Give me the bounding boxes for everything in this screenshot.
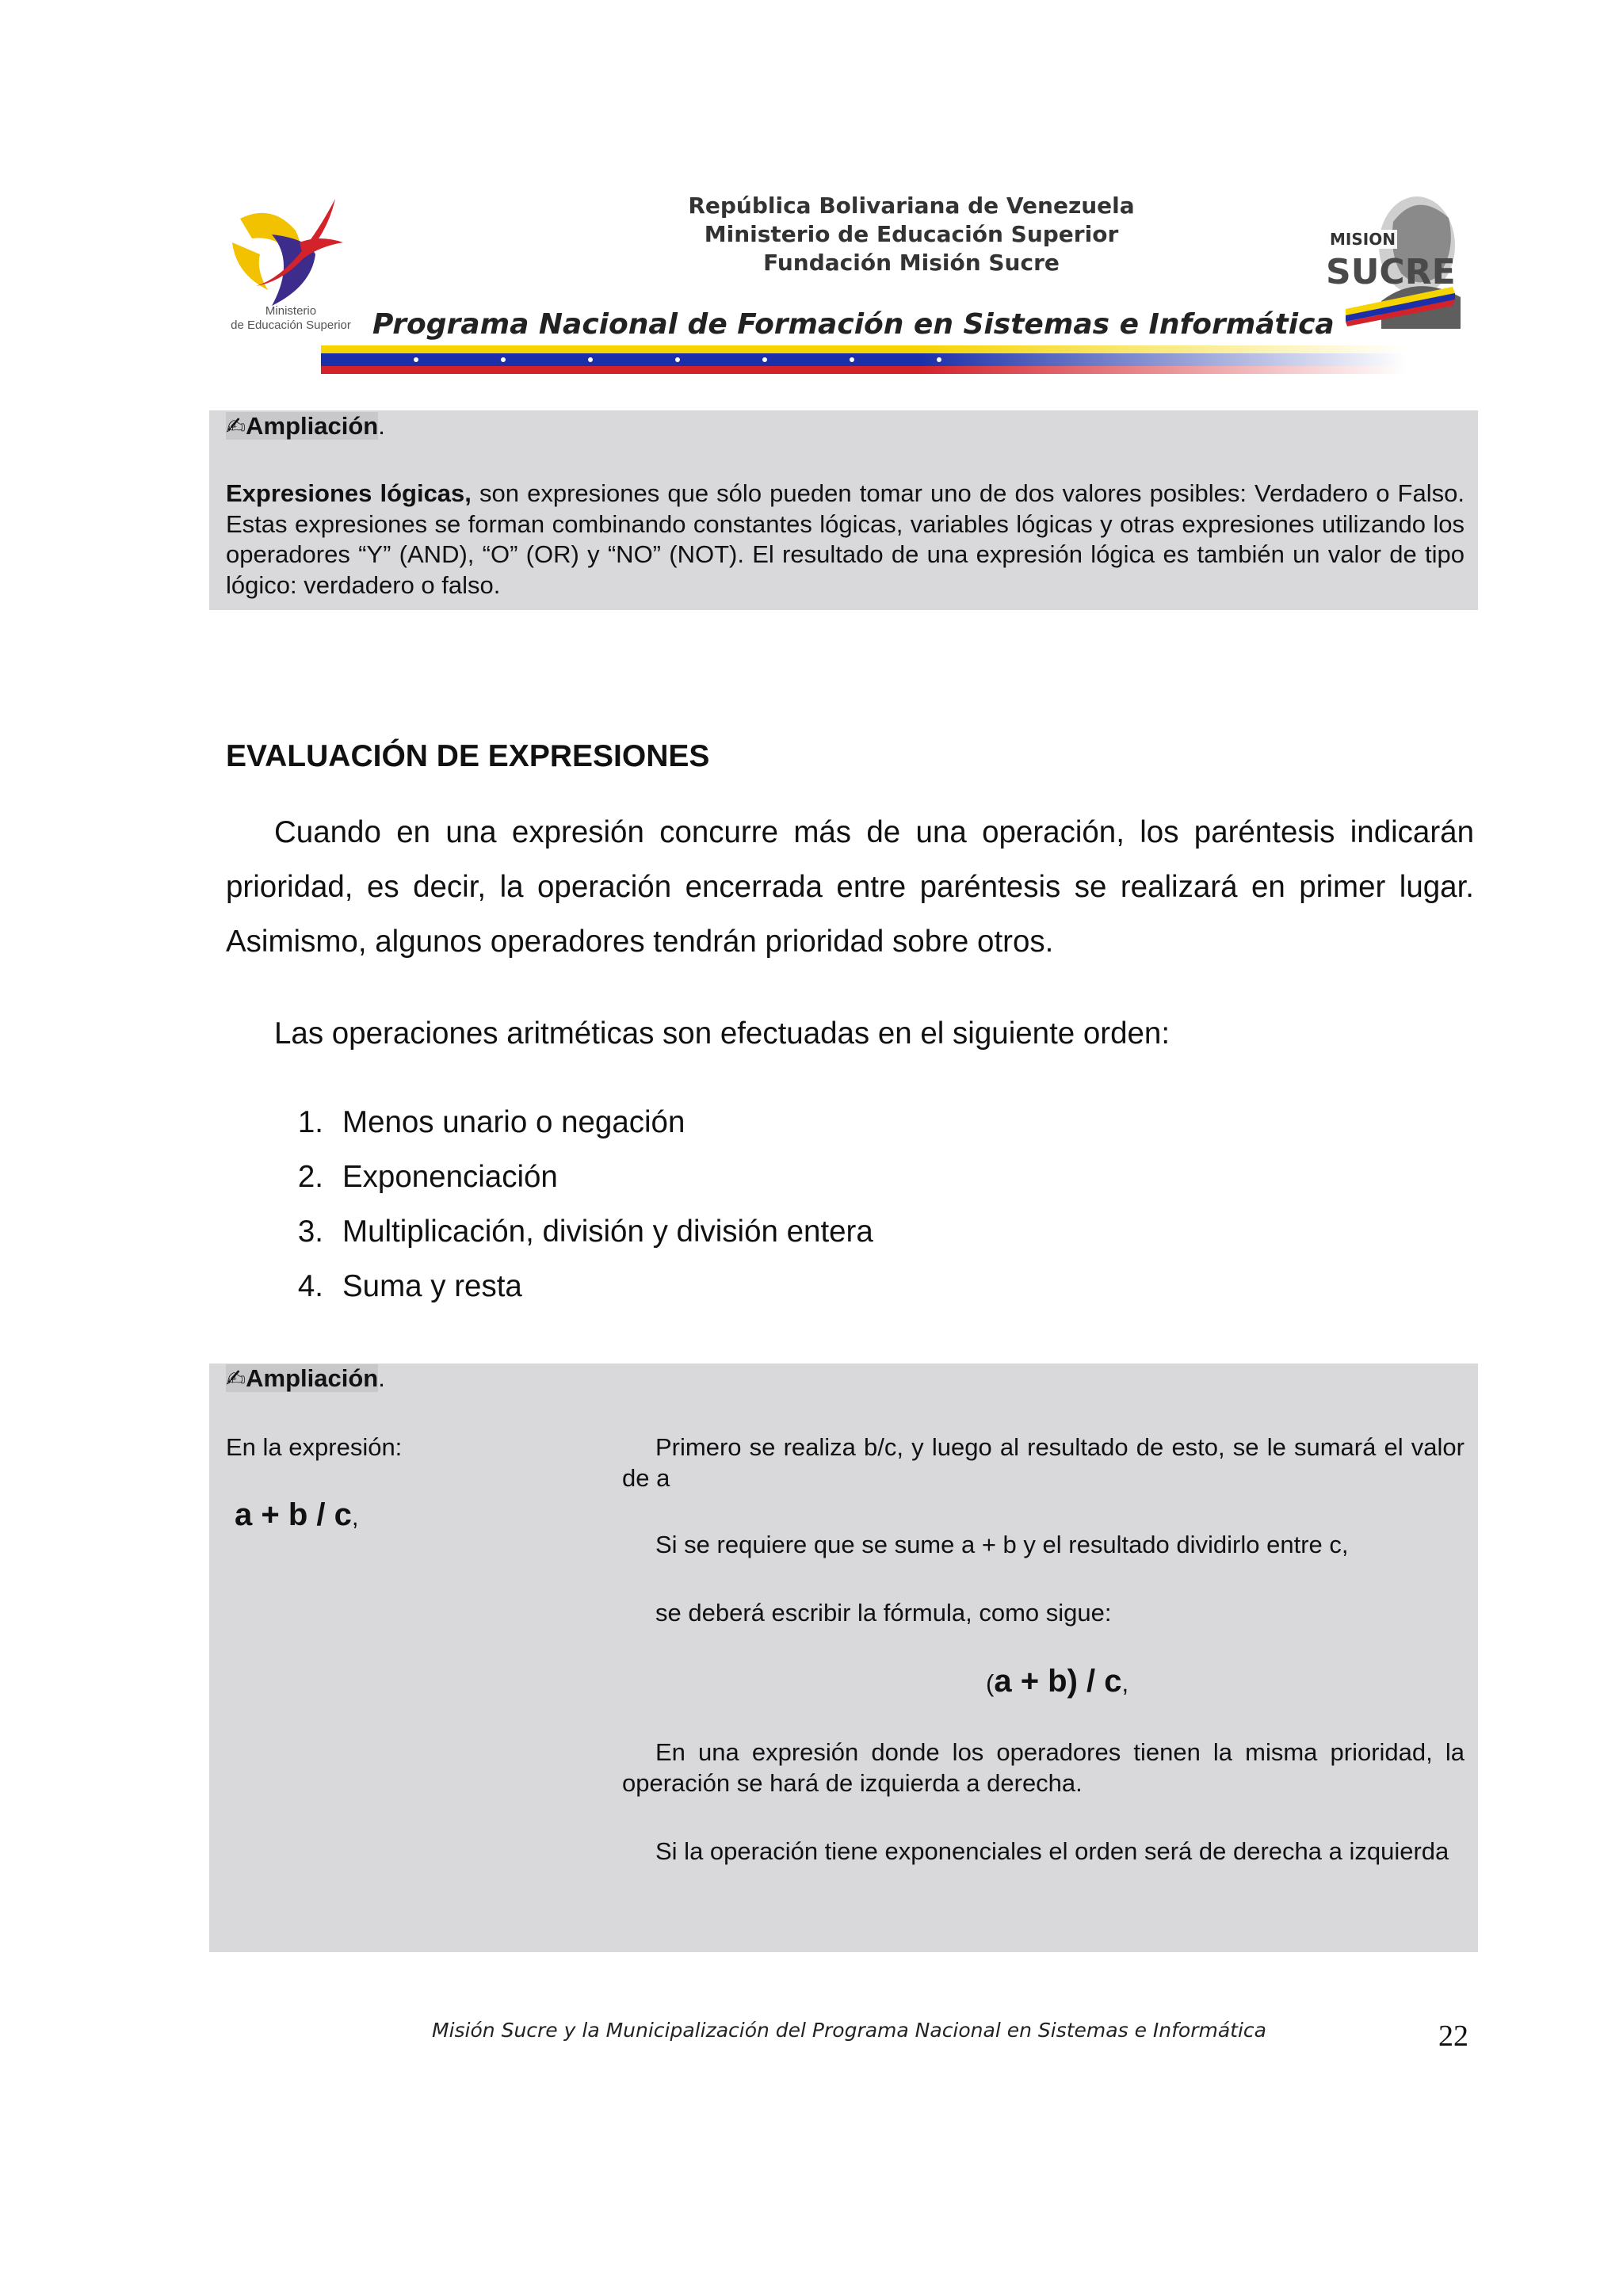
explanation-write-formula: se deberá escribir la fórmula, como sigue: [655,1599,1112,1627]
section-heading: EVALUACIÓN DE EXPRESIONES [226,739,710,773]
list-item [274,1105,873,1160]
formula-comma: , [351,1503,359,1531]
ampliacion-label-1 [226,412,378,440]
ampliacion-heading-1 [226,412,385,441]
ampliacion-label-text: Ampliación [246,1364,379,1392]
ministerio-logo-caption [223,304,358,333]
mision-sucre-logo [1322,190,1468,329]
list-text: Menos unario o negación [342,1105,685,1139]
logo-caption-line1: Ministerio [265,304,317,318]
ampliacion-label-punct: . [378,1364,385,1392]
operation-order-list [274,1105,873,1324]
list-number: 4. [297,1269,323,1303]
formula-a-plus-b-paren-over-c: a + b) / c [994,1664,1122,1699]
list-item [274,1269,873,1324]
example-formula [235,1497,358,1533]
definition-text: son expresiones que sólo pueden tomar uno de dos valores posibles: Verdadero o Falso. Estas expresiones se forman combinando constantes lógicas, variables lógicas y otras expresiones utilizando los operadores “Y” (AND), “O” (OR) y “NO” (NOT). El resultado de una expresión lógica es también un valor de tipo lógico: verdadero o falso. [226,479,1465,599]
flag-band [321,345,1407,376]
header-line-foundation: Fundación Misión Sucre [763,250,1060,276]
explanation-same-priority: En una expresión donde los operadores tienen la misma prioridad, la operación se hará de izquierda a derecha. [622,1738,1465,1797]
ampliacion-label-punct: . [378,412,385,440]
logical-expressions-definition [226,479,1465,601]
ampliacion-label-2 [226,1364,378,1392]
term-expresiones-logicas: Expresiones lógicas, [226,479,472,507]
logo-caption-line2: de Educación Superior [231,318,351,332]
explanation-first-step: Primero se realiza b/c, y luego al resultado de esto, se le sumará el valor de a [622,1433,1465,1492]
list-text: Exponenciación [342,1160,558,1194]
pen-icon: ✍ [226,414,246,440]
parenthesized-formula [986,1664,1128,1699]
header-line-ministry: Ministerio de Educación Superior [704,221,1119,247]
formula-comma: , [1121,1669,1129,1697]
pen-icon: ✍ [226,1366,246,1392]
logo-text-mision: MISION [1330,230,1396,249]
list-number: 3. [297,1215,323,1249]
paragraph-order-intro: Las operaciones aritméticas son efectuadas en el siguiente orden: [274,1016,1170,1051]
header-line-republic: República Bolivariana de Venezuela [688,193,1135,219]
ampliacion-heading-2 [226,1364,385,1393]
list-text: Multiplicación, división y división entera [342,1215,873,1249]
formula-open-paren: ( [986,1669,995,1697]
example-intro: En la expresión: [226,1433,403,1461]
formula-a-plus-b-over-c: a + b / c [235,1497,352,1532]
ampliacion-label-text: Ampliación [246,412,379,440]
page-number: 22 [1438,2019,1468,2053]
explanation-exponential-order: Si la operación tiene exponenciales el orden será de derecha a izquierda [655,1837,1449,1865]
explanation-sum-first: Si se requiere que se sume a + b y el resultado dividirlo entre c, [655,1531,1349,1558]
footer-text: Misión Sucre y la Municipalización del Programa Nacional en Sistemas e Informática [432,2019,1266,2042]
list-text: Suma y resta [342,1269,522,1303]
list-item [274,1215,873,1269]
list-number: 2. [297,1160,323,1194]
list-item [274,1160,873,1215]
list-number: 1. [297,1105,323,1139]
paragraph-parentheses-priority: Cuando en una expresión concurre más de una operación, los paréntesis indicarán prioridad, es decir, la operación encerrada entre paréntesis se realizará en primer lugar. Asimismo, algunos operadores tendrán prioridad sobre otros. [226,815,1474,959]
program-title: Programa Nacional de Formación en Sistemas e Informática [372,308,1335,341]
logo-text-sucre: SUCRE [1326,252,1456,292]
